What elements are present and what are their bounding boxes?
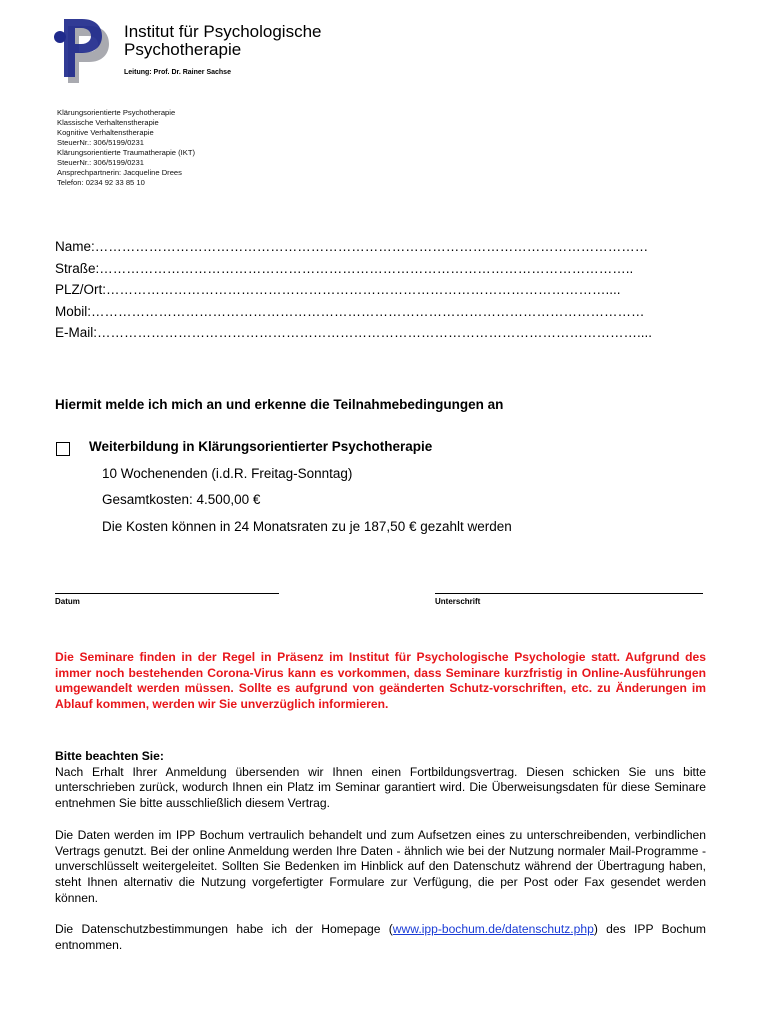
notes-block — [55, 749, 706, 812]
info-line: SteuerNr.: 306/5199/0231 — [57, 138, 144, 147]
notes-title: Bitte beachten Sie: — [55, 749, 164, 763]
info-block — [57, 108, 195, 188]
address-fields — [55, 236, 707, 344]
datum-label: Datum — [55, 597, 80, 606]
registration-heading: Hiermit melde ich mich an und erkenne die Teilnahmebedingungen an — [55, 397, 504, 412]
info-line: SteuerNr.: 306/5199/0231 — [57, 158, 144, 167]
notes-paragraph-2: Die Daten werden im IPP Bochum vertraulich behandelt und zum Aufsetzen eines zu unterschreibenden, verbindlichen Vertrags genutzt. Bei der online Anmeldung werden Ihre Daten - ähnlich wie bei der Nutzung normaler Mail-Programme - unverschlüsselt weitergeleitet. Sollten Sie Bedenken im Hinblick auf den Datenschutz während der Übertragung haben, steht Ihnen alternativ die Nutzung vorgefertigter Formulare zur Verfügung, die per Post oder Fax gesendet werden können. — [55, 828, 706, 905]
institute-title — [124, 23, 321, 59]
corona-notice: Die Seminare finden in der Regel in Präsenz im Institut für Psychologische Psychologie statt. Aufgrund des immer noch bestehenden Corona-Virus kann es vorkommen, dass Seminare kurzfristig in Online-Ausführungen umgewandelt werden müssen. Sollte es aufgrund von geänderten Schutz-vorschriften, etc. zu Änderungen im Ablauf kommen, werden wir Sie unverzüglich informieren. — [55, 650, 706, 712]
strasse-field[interactable]: Straße:……………………………………………………………………………………………………….. — [55, 260, 634, 276]
plz-ort-field[interactable]: PLZ/Ort:………………………………………………………………………………………………….... — [55, 282, 621, 297]
email-field[interactable]: E-Mail:………………………………………………………………………………………………………….... — [55, 325, 653, 340]
institute-title-line1: Institut für Psychologische — [124, 22, 322, 41]
datum-line[interactable] — [55, 593, 279, 594]
notes-paragraph-3-after: ) des IPP Bochum entnommen. — [55, 922, 707, 952]
name-field[interactable]: Name:…………………………………………………………………………………………………………… — [55, 239, 649, 254]
info-line: Ansprechpartnerin: Jacqueline Drees — [57, 168, 182, 177]
mobil-field[interactable]: Mobil:…………………………………………………………………………………………………………… — [55, 303, 645, 319]
info-line: Klärungsorientierte Traumatherapie (IKT) — [57, 148, 196, 157]
info-line: Telefon: 0234 92 33 85 10 — [57, 178, 145, 187]
info-line: Klassische Verhaltenstherapie — [57, 118, 159, 127]
logo-dot — [54, 31, 66, 43]
info-line: Kognitive Verhaltenstherapie — [57, 128, 154, 137]
ipp-logo — [52, 17, 110, 83]
info-line: Klärungsorientierte Psychotherapie — [57, 108, 176, 117]
course-duration: 10 Wochenenden (i.d.R. Freitag-Sonntag) — [102, 466, 353, 481]
institute-title-line2: Psychotherapie — [124, 40, 242, 59]
notes-paragraph-1: Nach Erhalt Ihrer Anmeldung übersenden wir Ihnen einen Fortbildungsvertrag. Diesen schicken Sie uns bitte unterschrieben zurück, wodurch Ihnen ein Platz im Seminar garantiert wird. Die Überweisungsdaten für diese Seminare entnehmen Sie bitte ausschließlich diesem Vertrag. — [55, 764, 706, 811]
unterschrift-label: Unterschrift — [435, 597, 481, 606]
notes-paragraph-3 — [55, 922, 706, 953]
leitung-line: Leitung: Prof. Dr. Rainer Sachse — [124, 69, 231, 76]
logo-dark-shape — [64, 19, 102, 77]
course-total-cost: Gesamtkosten: 4.500,00 € — [102, 492, 261, 507]
course-checkbox[interactable] — [56, 442, 70, 456]
unterschrift-line[interactable] — [435, 593, 703, 594]
course-title: Weiterbildung in Klärungsorientierter Psychotherapie — [89, 439, 433, 454]
course-installments: Die Kosten können in 24 Monatsraten zu je 187,50 € gezahlt werden — [102, 519, 512, 534]
datenschutz-link[interactable]: www.ipp-bochum.de/datenschutz.php — [392, 922, 594, 936]
notes-paragraph-3-before: Die Datenschutzbestimmungen habe ich der Homepage ( — [55, 922, 393, 936]
